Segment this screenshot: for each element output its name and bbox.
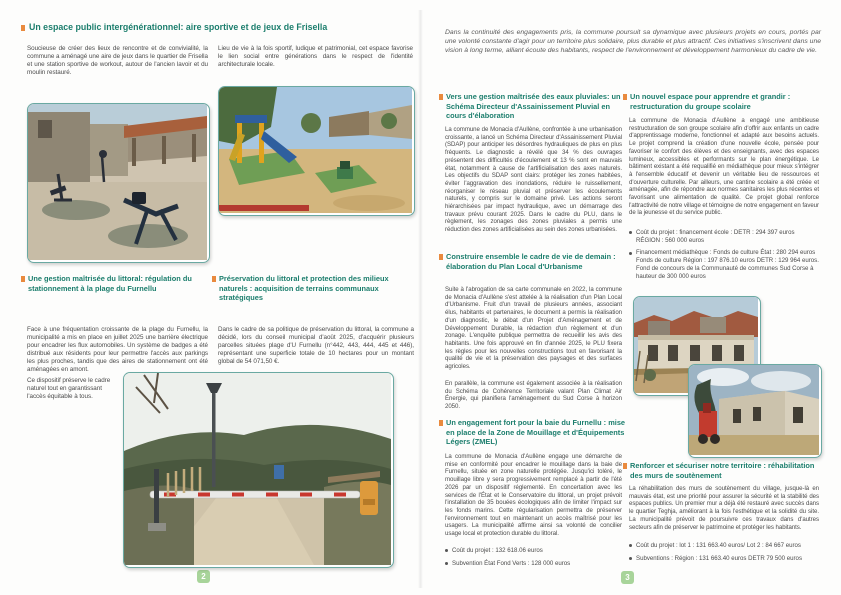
heading-square-icon <box>439 94 443 100</box>
plu-paragraph-1: Suite à l'abrogation de sa carte communale en 2022, la commune de Monacia d'Aullène s'est attelée à la réalisation d'un Plan Local d'Urbanisme. Fruit d'un travail de plusieurs années, associant élus, habitants et partenaires, le document a permis la réalisation d'un diagnostic, le débat d'un Projet d'Aménagement et de Développement Durable, la rédaction d'un règlement et d'un zonage. L'enquête publique permettra de recueillir les avis des habitants. Une fois approuvé en fin d'année 2025, le PLU fixera les règles pour les nouvelles constructions tout en favorisant la qualité de vie et la préservation des paysages et des surfaces agricoles. <box>445 286 622 371</box>
heading-square-icon <box>212 276 216 282</box>
right-page-intro: Dans la continuité des engagements pris, la commune poursuit sa dynamique avec plusieurs projets en cours, portés par une volonté constante d'agir pour un territoire plus solidaire, plus durable et plus attractif. Ces initiatives s'inscrivent dans une vision à long terme, alliant écoute des habitants, respect de l'environnement et développement harmonieux du cadre de vie. <box>445 29 821 55</box>
ecole-paragraph: La commune de Monacia d'Aullène a engagé une ambitieuse restructuration de son groupe scolaire afin d'offrir aux enfants un cadre d'apprentissage moderne, fonctionnel et adapté aux besoins actuels. Le projet comprend la création d'une nouvelle école, pensée pour favoriser le confort des élèves et des enseignants, avec des espaces lumineux, accessibles et performants sur le plan énergétique. Le bâtiment existant a été requalifié en médiathèque pour mieux s'intégrer à l'ensemble éducatif et devenir un véritable lieu de ressources et d'ouverture culturelle. Par ailleurs, une cantine scolaire a été créée et aménagée, afin de répondre aux normes sanitaires les plus récentes et favorisant une alimentation de qualité. Ce projet global renforce l'attractivité de notre village et témoigne de notre engagement en faveur de la jeunesse et du service public. <box>629 117 819 217</box>
littoral-paragraph: Face à une fréquentation croissante de la plage du Furnellu, la municipalité a mis en place en juillet 2025 une barrière électrique pour encadrer les flux automobiles. Un système de badges a été distribué aux résidents pour leur permettre l'accès aux parkings les plus proches, tandis que des aires de stationnement ont été aménagées en amont. <box>27 326 208 373</box>
section-groupe-scolaire <box>623 92 826 111</box>
photo-playground <box>218 86 415 216</box>
list-item: Coût du projet : 132 618.06 euros <box>445 547 622 555</box>
section-littoral <box>21 274 200 293</box>
intro-paragraph-right: Lieu de vie à la fois sportif, ludique et patrimonial, cet espace favorise le lien social entre générations dans le respect de l'identité architecturale locale. <box>218 45 413 68</box>
section-murs-soutenement <box>623 461 826 480</box>
section-heading: Renforcer et sécuriser notre territoire : réhabilitation des murs de soutènement <box>630 461 815 480</box>
page-title: Un espace public intergénérationnel: aire sportive et de jeux de Frisella <box>29 22 328 32</box>
section-heading: Un engagement fort pour la baie du Furnellu : mise en place de la Zone de Mouillage et d'Équipements Légers (ZMEL) <box>446 418 626 447</box>
list-item: Coût du projet : lot 1 : 131 663.40 euros/ Lot 2 : 84 667 euros <box>629 542 819 550</box>
section-zmel <box>439 418 626 447</box>
photo-beach-road-barrier <box>123 372 394 568</box>
page-number-badge-right <box>621 571 634 584</box>
section-preservation <box>212 274 415 303</box>
heading-square-icon <box>623 463 627 469</box>
list-item: Subventions : Région : 131 663.40 euros DETR 79 500 euros <box>629 555 819 563</box>
list-item: Coût du projet : financement école : DETR : 294 397 euros RÉGION : 560 000 euros <box>629 229 819 244</box>
ecole-cost-list <box>629 229 819 285</box>
page-gutter-divider <box>418 10 423 588</box>
murs-cost-list <box>629 542 819 567</box>
zmel-paragraph: La commune de Monacia d'Aullène engage une démarche de mise en conformité pour encadrer le mouillage dans la baie de Furnellu, située en zone naturelle protégée. Jusqu'ici toléré, le mouillage libre y sera progressivement remplacé à partir de l'été 2026 par un dispositif réglementé. En concertation avec les services de l'État et le Conservatoire du littoral, un projet prévoit l'installation de 35 bouées écologiques afin de limiter l'impact sur les fonds marins. Cette régularisation permettra de préserver l'environnement tout en maintenant un accès maîtrisé pour les usagers. La municipalité affirme ainsi sa volonté de concilier usage local et protection durable du littoral. <box>445 453 622 538</box>
road-barrier-illustration <box>124 373 391 565</box>
preservation-paragraph: Dans le cadre de sa politique de préservation du littoral, la commune a décidé, lors du conseil municipal d'août 2025, d'acquérir plusieurs parcelles situées plage d'U Furnellu (n°442, 443, 444, 445 et 446), représentant une superficie totale de 10 hectares pour un montant global de 54 071,50 €. <box>218 326 414 365</box>
section-plu <box>439 252 626 271</box>
section-heading: Construire ensemble le cadre de vie de demain : élaboration du Plan Local d'Urbanisme <box>446 252 616 271</box>
eaux-paragraph: La commune de Monacia d'Aullène, confrontée à une urbanisation croissante, a lancé un Schéma Directeur d'Assainissement Pluvial (SDAP) pour anticiper les désordres hydrauliques de plus en plus fréquents. Le diagnostic a révélé que 34 % des ouvrages présentent des difficultés d'écoulement et 13 % sont en mauvais état, notamment à cause de l'artificialisation des axes naturels. Les objectifs du SDAP sont clairs: protéger les zones habitées, éviter l'aggravation des inondations, réduire le ruissellement, réorganiser le réseau pluvial et préserver les écoulements naturels, y compris sur le domaine privé. Les actions seront hiérarchisées par impact hydraulique, avec un démarrage des travaux prévu courant 2025. Dans le cadre du PLU, dans le règlement, les zonages des zones pluviales a permis une réduction des zones artificialisées au sein des zones urbanisées. <box>445 126 622 234</box>
section-heading: Un nouvel espace pour apprendre et grandir : restructuration du groupe scolaire <box>630 92 791 111</box>
page-number: 3 <box>625 573 630 582</box>
left-page-title <box>21 22 413 33</box>
page-number-badge-left <box>197 570 210 583</box>
heading-square-icon <box>21 276 25 282</box>
section-heading: Préservation du littoral et protection des milieux naturels : acquisition de terrains communaux stratégiques <box>219 274 389 303</box>
plu-paragraph-2: En parallèle, la commune est également associée à la réalisation du Schéma de Cohérence Territoriale valant Plan Climat Air Énergie, qui planifiera l'aménagement du Sud Corse à horizon 2050. <box>445 380 622 411</box>
murs-paragraph: La réhabilitation des murs de soutènement du village, jusque-là en mauvais état, est une priorité pour assurer la sécurité et la stabilité des espaces publics. Un premier mur a déjà été restauré avec succès dans le quartier Teghja, améliorant à la fois l'esthétique et la solidité du site. La municipalité prévoit de poursuivre ces travaux dans d'autres secteurs afin de préserver le patrimoine et protéger les habitants. <box>629 485 819 531</box>
zmel-cost-list <box>445 547 622 572</box>
list-item: Financement médiathèque : Fonds de culture État : 280 294 euros Fonds de culture Région : 197 876.10 euros DETR : 129 964 euros. Fond de concours de la Communauté de communes Sud Corse à hauteur de 300 000 euros <box>629 249 819 280</box>
heading-square-icon <box>439 420 443 426</box>
heading-square-icon <box>21 25 25 32</box>
workout-area-illustration <box>28 104 207 260</box>
heading-square-icon <box>623 94 627 100</box>
playground-illustration <box>219 87 412 213</box>
littoral-paragraph-wrap: Ce dispositif préserve le cadre naturel tout en garantissant l'accès équitable à tous. <box>27 377 111 400</box>
section-eaux-pluviales <box>439 92 626 121</box>
list-item: Subvention État Fond Verts : 128 000 euros <box>445 560 622 568</box>
school-building-illustration-2 <box>689 365 819 455</box>
heading-square-icon <box>439 254 443 260</box>
page-number: 2 <box>201 572 206 581</box>
section-heading: Une gestion maîtrisée du littoral: régulation du stationnement à la plage du Furnellu <box>28 274 192 293</box>
photo-workout-area <box>27 103 210 263</box>
section-heading: Vers une gestion maîtrisée des eaux pluviales: un Schéma Directeur d'Assainissement Pluvial en cours d'élaboration <box>446 92 621 121</box>
photo-school-building-2 <box>688 364 822 458</box>
intro-paragraph-left: Soucieuse de créer des lieux de rencontre et de convivialité, la commune a aménagé une aire de jeux dans le quartier de Frisella et une station sportive de workout, autour de l'ancien lavoir et du moulin restauré. <box>27 45 208 76</box>
